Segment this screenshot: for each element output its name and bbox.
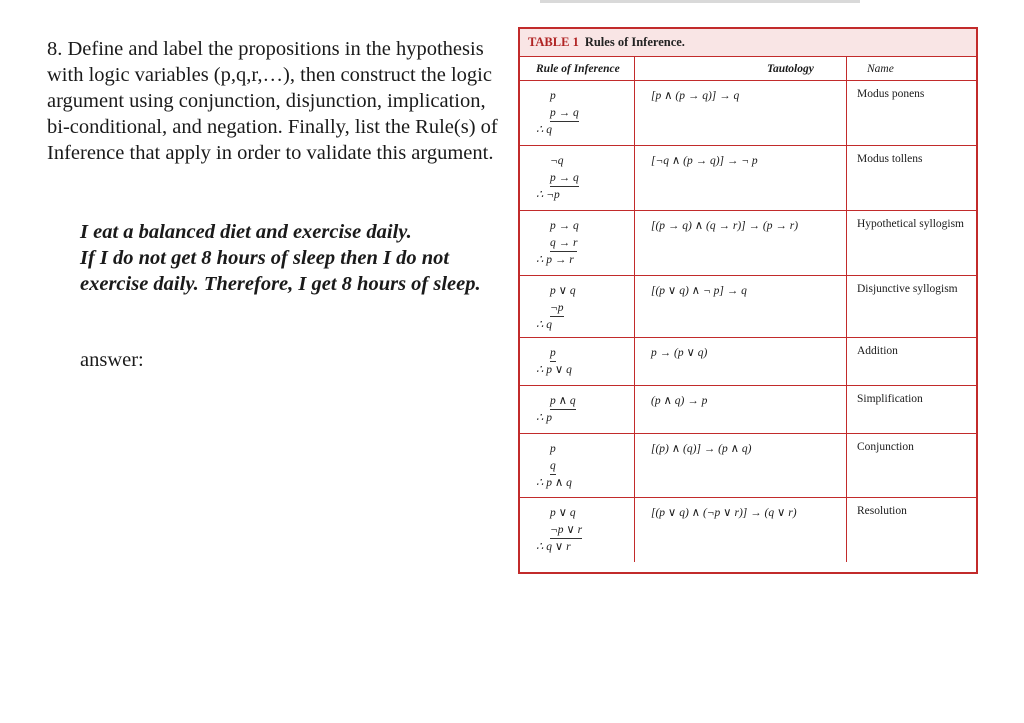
table-caption: Rules of Inference. [584, 35, 685, 49]
rule-name-cell: Hypothetical syllogism [857, 218, 965, 230]
rules-of-inference-table [518, 27, 978, 574]
tautology-cell: [¬q ∧ (p → q)] → ¬ p [635, 146, 847, 210]
premise: p ∨ q [550, 507, 576, 519]
premise: p ∧ q [550, 394, 576, 410]
header-rule: Rule of Inference [520, 57, 635, 80]
table-row [520, 386, 976, 434]
rule-cell [520, 434, 635, 497]
tautology-cell: p → (p ∨ q) [635, 338, 847, 385]
premise: p → q [550, 106, 579, 122]
hypothesis-line-2: If I do not get 8 hours of sleep then I do not exercise daily. Therefore, I get 8 hours of sleep. [80, 247, 481, 295]
tautology-cell: (p ∧ q) → p [635, 386, 847, 433]
premise: p [550, 90, 556, 102]
rule-name-cell: Resolution [857, 505, 907, 517]
rule-cell [520, 386, 635, 433]
table-row [520, 338, 976, 386]
rule-name-cell: Disjunctive syllogism [857, 283, 958, 295]
premise: p → q [550, 220, 579, 232]
answer-label: answer: [80, 349, 144, 371]
premise: q → r [550, 236, 577, 252]
rule-name-cell: Modus ponens [857, 88, 925, 100]
table-title [520, 29, 976, 57]
premise: ¬p [550, 301, 564, 317]
tautology-cell: [p ∧ (p → q)] → q [635, 81, 847, 145]
table-row [520, 146, 976, 211]
hypothesis-line-1: I eat a balanced diet and exercise daily. [80, 221, 412, 243]
rule-cell [520, 498, 635, 562]
hypothesis-block [80, 219, 510, 297]
rule-name-cell: Modus tollens [857, 153, 923, 165]
conclusion: ∴ p ∨ q [536, 364, 572, 376]
table-row [520, 434, 976, 498]
conclusion: ∴ q [536, 319, 552, 331]
premise: p [550, 443, 556, 455]
question-prompt: 8. Define and label the propositions in the hypothesis with logic variables (p,q,r,…), then construct the logic argument using conjunction, disjunction, implication, bi-conditional, and negation. Finally, list the Rule(s) of Inference that apply in order to validate this argument. [47, 38, 498, 164]
tautology-cell: [(p → q) ∧ (q → r)] → (p → r) [635, 211, 847, 275]
premise: p ∨ q [550, 285, 576, 297]
tautology-cell: [(p) ∧ (q)] → (p ∧ q) [635, 434, 847, 497]
premise: q [550, 459, 556, 475]
rule-name-cell: Conjunction [857, 441, 914, 453]
header-name: Name [867, 62, 894, 75]
premise: ¬p ∨ r [550, 523, 582, 539]
rule-cell [520, 338, 635, 385]
tautology-cell: [(p ∨ q) ∧ (¬p ∨ r)] → (q ∨ r) [635, 498, 847, 562]
rule-cell [520, 146, 635, 210]
table-row [520, 81, 976, 146]
conclusion: ∴ q [536, 124, 552, 136]
premise: ¬q [550, 155, 564, 167]
rule-cell [520, 81, 635, 145]
top-rule [540, 0, 860, 3]
table-row [520, 211, 976, 276]
conclusion: ∴ p → r [536, 254, 574, 266]
premise: p [550, 346, 556, 362]
conclusion: ∴ q ∨ r [536, 541, 571, 553]
rule-cell [520, 211, 635, 275]
conclusion: ∴ ¬p [536, 189, 560, 201]
table-header-row [520, 57, 976, 81]
premise: p → q [550, 171, 579, 187]
table-row [520, 276, 976, 338]
question-block [47, 36, 507, 166]
rule-cell [520, 276, 635, 337]
table-label: TABLE 1 [528, 35, 579, 49]
tautology-cell: [(p ∨ q) ∧ ¬ p] → q [635, 276, 847, 337]
header-tautology: Tautology [635, 57, 847, 80]
table-row [520, 498, 976, 562]
conclusion: ∴ p [536, 412, 552, 424]
conclusion: ∴ p ∧ q [536, 477, 572, 489]
rule-name-cell: Addition [857, 345, 898, 357]
rule-name-cell: Simplification [857, 393, 923, 405]
